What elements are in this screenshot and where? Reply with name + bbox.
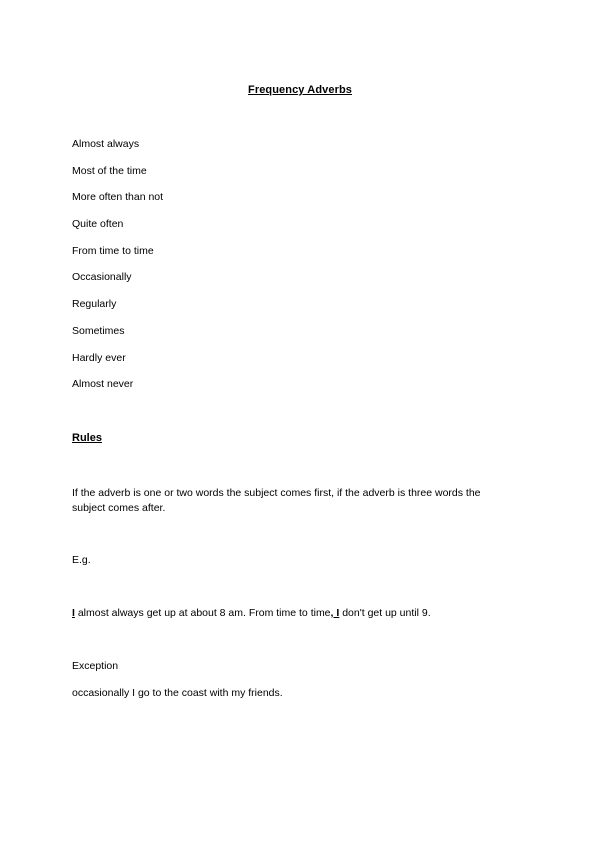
eg-label: E.g.	[72, 554, 91, 566]
list-item: Almost always	[72, 138, 140, 150]
exception-sentence: occasionally I go to the coast with my friends.	[72, 687, 283, 699]
example-subject: I	[72, 607, 75, 619]
list-item: Occasionally	[72, 271, 132, 284]
document-title: Frequency Adverbs	[248, 84, 352, 96]
list-item: Almost never	[72, 378, 134, 391]
exception-label: Exception	[72, 660, 119, 672]
rule-paragraph: If the adverb is one or two words the subject comes first, if the adverb is three words the subject comes after.	[72, 487, 481, 514]
example-text: don't get up until 9.	[339, 607, 431, 619]
rules-heading: Rules	[72, 432, 102, 444]
example-subject: , I	[330, 607, 340, 619]
list-item: From time to time	[72, 244, 154, 257]
adverb-list	[72, 138, 163, 405]
list-item: More often than not	[72, 191, 164, 204]
list-item: Most of the time	[72, 164, 147, 177]
list-item: Hardly ever	[72, 351, 126, 364]
list-item: Regularly	[72, 298, 117, 311]
list-item: Quite often	[72, 218, 124, 231]
list-item: Sometimes	[72, 324, 125, 337]
example-sentence	[72, 607, 431, 619]
example-text: almost always get up at about 8 am. From time to time	[74, 607, 331, 619]
